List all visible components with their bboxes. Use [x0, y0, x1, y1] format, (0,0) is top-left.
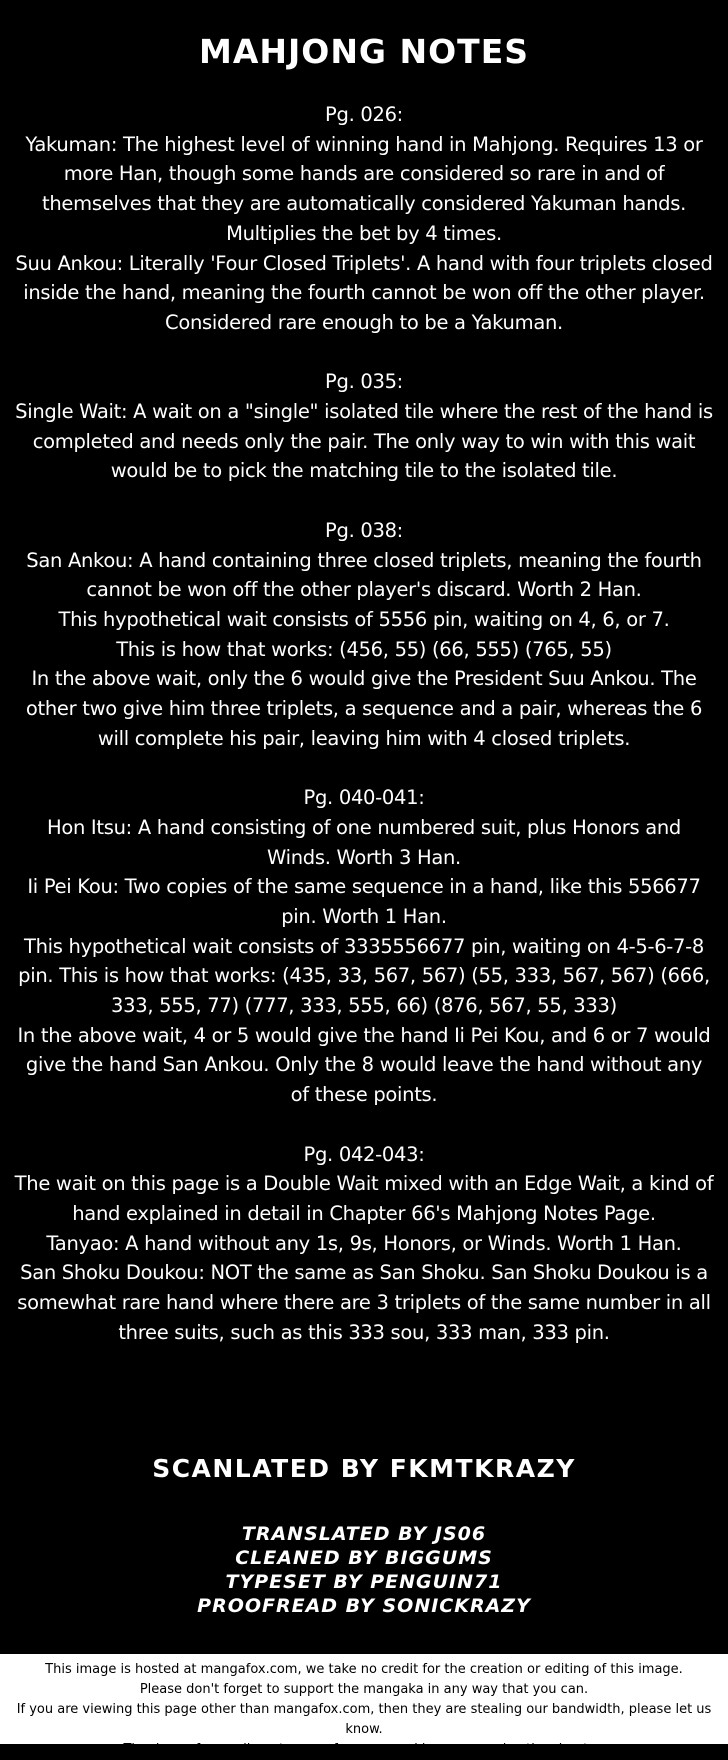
section-heading: Pg. 026: — [325, 103, 403, 126]
note-paragraph: Suu Ankou: Literally 'Four Closed Triplets'. A hand with four triplets closed inside the hand, meaning the fourth cannot be won off the other player. Considered rare enough to be a Yakuman. — [15, 251, 713, 334]
note-paragraph: This hypothetical wait consists of 5556 pin, waiting on 4, 6, or 7. — [58, 607, 670, 631]
notes-body — [14, 100, 714, 1377]
note-paragraph: Hon Itsu: A hand consisting of one numbered suit, plus Honors and Winds. Worth 3 Han. — [46, 815, 682, 869]
notes-section-pg-042-043 — [14, 1140, 714, 1348]
note-paragraph: This hypothetical wait consists of 3335556677 pin, waiting on 4-5-6-7-8 pin. This is how that works: (435, 33, 567, 567) (55, 333, 567, 567) (666, 333, 555, 77) (777, 333, 555, 66) (876, 567, 55, 333) — [18, 934, 710, 1018]
typesetter-credit: TYPESET BY PENGUIN71 — [225, 1571, 503, 1593]
note-paragraph: Single Wait: A wait on a "single" isolated tile where the rest of the hand is completed and needs only the pair. The only way to win with this wait would be to pick the matching tile to the isolated tile. — [15, 400, 713, 483]
cleaner-credit: CLEANED BY BIGGUMS — [235, 1547, 493, 1569]
credits-block — [0, 1452, 728, 1618]
note-paragraph: San Ankou: A hand containing three closed triplets, meaning the fourth cannot be won off the other player's discard. Worth 2 Han. — [26, 548, 702, 602]
note-paragraph: Tanyao: A hand without any 1s, 9s, Honors, or Winds. Worth 1 Han. — [46, 1231, 682, 1255]
proofreader-credit: PROOFREAD BY SONICKRAZY — [197, 1595, 531, 1617]
notice-line: Thank you for reading at mangafox.com, and hope you enjoy the chapter. — [123, 1742, 605, 1757]
note-paragraph: This is how that works: (456, 55) (66, 555) (765, 55) — [116, 637, 612, 661]
notice-line: This image is hosted at mangafox.com, we take no credit for the creation or editing of this image. — [45, 1662, 683, 1677]
notes-section-pg-026 — [14, 100, 714, 338]
notice-line: If you are viewing this page other than mangafox.com, then they are stealing our bandwidth, please let us know. — [16, 1702, 712, 1737]
notes-section-pg-038 — [14, 516, 714, 754]
page-title: MAHJONG NOTES — [198, 32, 529, 71]
section-heading: Pg. 035: — [325, 370, 403, 394]
note-paragraph: Ii Pei Kou: Two copies of the same sequence in a hand, like this 556677 pin. Worth 1 Han. — [27, 875, 701, 928]
notice-line: Please don't forget to support the mangaka in any way that you can. — [139, 1682, 589, 1697]
staff-credits — [0, 1522, 728, 1618]
section-heading: Pg. 038: — [325, 518, 403, 542]
section-heading: Pg. 042-043: — [303, 1142, 425, 1166]
note-paragraph: In the above wait, 4 or 5 would give the hand Ii Pei Kou, and 6 or 7 would give the hand San Ankou. Only the 8 would leave the hand without any of these points. — [17, 1023, 711, 1107]
note-paragraph: San Shoku Doukou: NOT the same as San Shoku. San Shoku Doukou is a somewhat rare hand where there are 3 triplets of the same number in all three suits, such as this 333 sou, 333 man, 333 pin. — [17, 1261, 711, 1344]
note-paragraph: Yakuman: The highest level of winning hand in Mahjong. Requires 13 or more Han, though some hands are considered so rare in and of themselves that they are automatically considered Yakuman hands. Multiplies the bet by 4 times. — [25, 132, 703, 245]
note-paragraph: The wait on this page is a Double Wait mixed with an Edge Wait, a kind of hand explained in detail in Chapter 66's Mahjong Notes Page. — [14, 1172, 714, 1225]
scanlation-group: SCANLATED BY FKMTKRAZY — [152, 1454, 576, 1483]
translator-credit: TRANSLATED BY JS06 — [241, 1523, 487, 1545]
note-paragraph: In the above wait, only the 6 would give the President Suu Ankou. The other two give him three triplets, a sequence and a pair, whereas the 6 will complete his pair, leaving him with 4 closed triplets. — [25, 667, 703, 750]
notes-section-pg-035 — [14, 367, 714, 486]
section-heading: Pg. 040-041: — [303, 786, 425, 810]
notes-section-pg-040-041 — [14, 783, 714, 1110]
hosting-notice — [0, 1654, 728, 1757]
